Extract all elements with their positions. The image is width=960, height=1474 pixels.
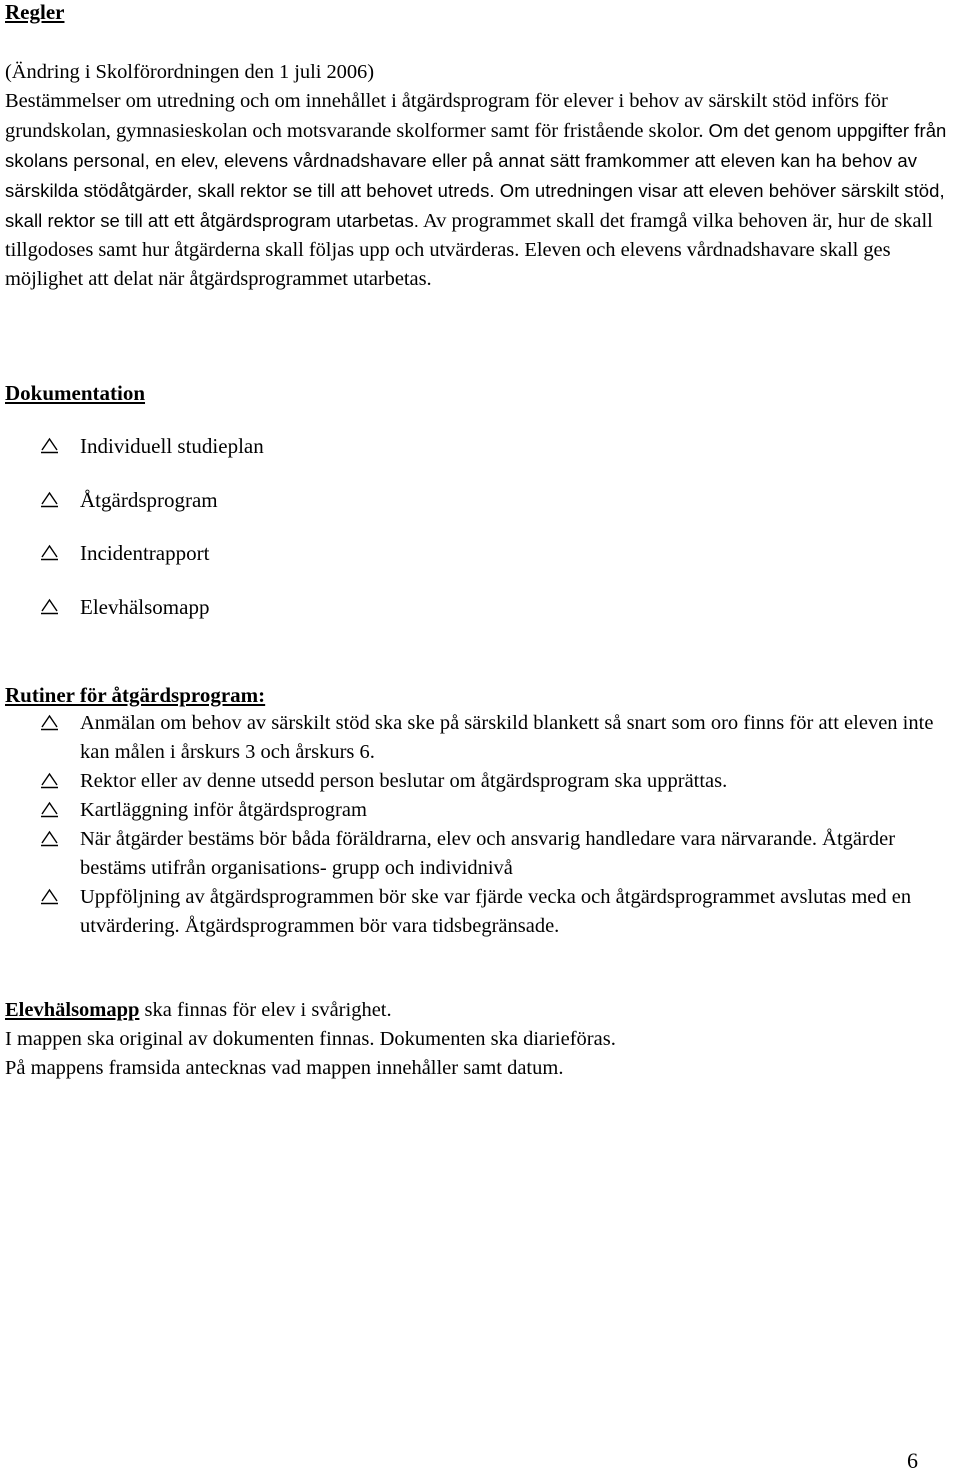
list-item xyxy=(0,883,960,941)
triangle-outline-icon xyxy=(41,830,58,847)
list-item-label: Kartläggning inför åtgärdsprogram xyxy=(80,799,367,821)
list-item xyxy=(0,589,264,643)
intro-closing-text: Av programmet skall det framgå vilka behoven är, hur de skall tillgodoses samt hur åtgärderna skall följas upp och utvärderas. Eleven och elevens vårdnadshavare skall ges möjlighet att delat när åtgärdsprogrammet utarbetas. xyxy=(5,210,933,290)
list-item-label: Individuell studieplan xyxy=(80,434,264,458)
list-item-label: När åtgärder bestäms bör båda föräldrarna, elev och ansvarig handledare vara närvarande. Åtgärder bestäms utifrån organisations- grupp och individnivå xyxy=(80,828,896,879)
list-item-label: Elevhälsomapp xyxy=(80,595,210,620)
amendment-note: (Ändring i Skolförordningen den 1 juli 2006) xyxy=(5,61,375,83)
list-item xyxy=(0,796,960,825)
elevhalsomapp-term: Elevhälsomapp xyxy=(5,999,140,1021)
intro-serif-text: Bestämmelser om utredning och om innehållet i åtgärdsprogram för elever i behov av särskilt stöd införs för grundskolan, gymnasieskolan och motsvarande skolformer samt för fristående skolor. xyxy=(5,90,888,142)
triangle-outline-icon xyxy=(41,437,58,454)
list-item xyxy=(0,825,960,883)
triangle-outline-icon xyxy=(41,714,58,731)
list-item xyxy=(0,767,960,796)
list-item xyxy=(0,482,264,536)
page-title: Regler xyxy=(5,0,65,24)
intro-body xyxy=(5,87,960,294)
list-item-label: Rektor eller av denne utsedd person beslutar om åtgärdsprogram ska upprättas. xyxy=(80,770,728,792)
documentation-heading: Dokumentation xyxy=(5,381,146,405)
routines-list xyxy=(0,709,960,941)
closing-line-2: I mappen ska original av dokumenten finnas. Dokumenten ska diarieföras. xyxy=(5,1028,616,1050)
list-item xyxy=(0,709,960,767)
triangle-outline-icon xyxy=(41,491,58,508)
intro-paragraph xyxy=(5,58,960,294)
documentation-list xyxy=(0,428,264,643)
triangle-outline-icon xyxy=(41,772,58,789)
triangle-outline-icon xyxy=(41,888,58,905)
page-number: 6 xyxy=(907,1448,918,1473)
list-item-label: Åtgärdsprogram xyxy=(80,487,218,512)
list-item xyxy=(0,535,264,589)
routines-heading: Rutiner för åtgärdsprogram: xyxy=(5,683,266,707)
triangle-outline-icon xyxy=(41,801,58,818)
closing-line-1 xyxy=(5,996,955,1025)
list-item-label: Anmälan om behov av särskilt stöd ska ske på särskild blankett så snart som oro finns för att eleven inte kan målen i årskurs 3 och årskurs 6. xyxy=(80,712,934,763)
list-item-label: Incidentrapport xyxy=(80,541,210,566)
closing-line-3: På mappens framsida antecknas vad mappen innehåller samt datum. xyxy=(5,1057,564,1079)
closing-paragraph xyxy=(5,996,955,1083)
closing-line-1-rest: ska finnas för elev i svårighet. xyxy=(139,999,392,1021)
intro-sans-text: Om det genom uppgifter från skolans personal, en elev, elevens vårdnadshavare eller på annat sätt framkommer att eleven kan ha behov av särskilda stödåtgärder, skall rektor se till att behovet utreds. Om utredningen visar att eleven behöver särskilt stöd, skall rektor se till att ett åtgärdsprogram utarbetas. xyxy=(5,120,947,231)
list-item xyxy=(0,428,264,482)
list-item-label: Uppföljning av åtgärdsprogrammen bör ske var fjärde vecka och åtgärdsprogrammet avslutas med en utvärdering. Åtgärdsprogrammen bör vara tidsbegränsade. xyxy=(80,886,912,937)
triangle-outline-icon xyxy=(41,598,58,615)
triangle-outline-icon xyxy=(41,544,58,561)
